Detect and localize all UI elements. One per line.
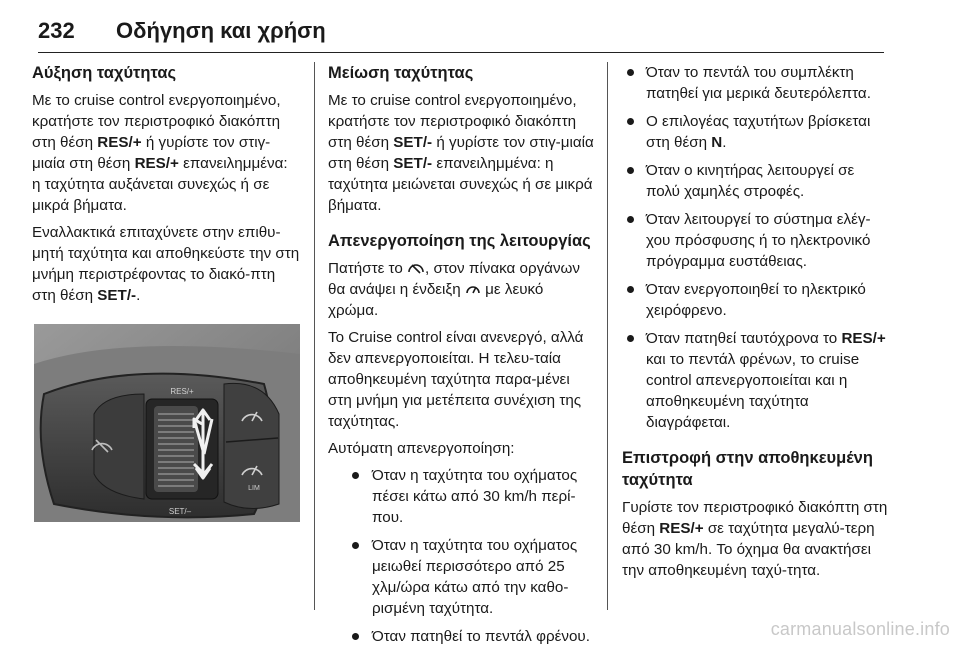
paragraph-auto-deactivate: Αυτόματη απενεργοποίηση: xyxy=(328,440,515,457)
column-divider-1 xyxy=(314,62,315,610)
list-item: Όταν η ταχύτητα του οχήματος πέσει κάτω από 30 km/h περί-που. xyxy=(328,465,594,528)
column-1 xyxy=(32,62,300,528)
column-divider-2 xyxy=(607,62,608,610)
cruise-indicator-icon xyxy=(465,282,481,296)
heading-deactivate: Απενεργοποίηση της λειτουργίας xyxy=(328,232,591,250)
auto-deactivate-list-continued xyxy=(622,62,888,433)
paragraph-deactivate: Πατήστε το , στον πίνακα οργάνων θα ανάψει η ένδειξη με λευκό χρώμα. xyxy=(328,260,581,319)
lim-label: LIM xyxy=(248,485,260,492)
paragraph-return: Γυρίστε τον περιστροφικό διακόπτη στη θέση RES/+ σε ταχύτητα μεγαλύ-τερη από 30 km/h. Το όχημα θα ανακτήσει την αποθηκευμένη ταχύ-τητα. xyxy=(622,499,888,579)
list-item: Όταν ενεργοποιηθεί το ηλεκτρικό χειρόφρενο. xyxy=(622,279,888,321)
column-2 xyxy=(328,62,594,654)
res-label: RES/+ xyxy=(170,387,194,396)
cancel-cruise-icon xyxy=(407,261,425,275)
steering-wheel-controls-figure xyxy=(34,324,300,522)
list-item: Όταν πατηθεί ταυτόχρονα το RES/+ και το πεντάλ φρένων, το cruise control απενεργοποιείται και η αποθηκευμένη ταχύτητα διαγράφεται. xyxy=(622,328,888,433)
auto-deactivate-list xyxy=(328,465,594,647)
heading-increase-speed: Αύξηση ταχύτητας xyxy=(32,64,177,82)
rotary-thumbwheel xyxy=(154,406,198,492)
paragraph-increase-1: Με το cruise control ενεργοποιημένο, κρατήστε τον περιστροφικό διακόπτη στη θέση RES/+ ή γυρίστε τον στιγ-μιαία στη θέση RES/+ επανειλημμένα: η ταχύτητα αυξάνεται συνεχώς ή σε μικρά βήματα. xyxy=(32,92,288,214)
watermark: carmanualsonline.info xyxy=(770,619,950,639)
set-label: SET/– xyxy=(168,507,192,516)
list-item: Όταν ο κινητήρας λειτουργεί σε πολύ χαμηλές στροφές. xyxy=(622,160,888,202)
list-item: Όταν η ταχύτητα του οχήματος μειωθεί περισσότερο από 25 χλμ/ώρα κάτω από την καθο-ρισμένη ταχύτητα. xyxy=(328,535,594,619)
list-item: Ο επιλογέας ταχυτήτων βρίσκεται στη θέση N. xyxy=(622,111,888,153)
list-item: Όταν πατηθεί το πεντάλ φρένου. xyxy=(328,626,594,647)
paragraph-cruise-inactive: Το Cruise control είναι ανενεργό, αλλά δεν απενεργοποιείται. Η τελευ-ταία αποθηκευμένη ταχύτητα παρα-μένει στη μνήμη για μετέπειτα συνέχιση της ταχύτητας. xyxy=(328,329,584,430)
paragraph-increase-2: Εναλλακτικά επιταχύνετε στην επιθυ-μητή ταχύτητα και αποθηκεύστε την στη μνήμη περιστρέφοντας το διακό-πτη στη θέση SET/-. xyxy=(32,224,300,304)
heading-return-stored-speed: Επιστροφή στην αποθηκευμένη ταχύτητα xyxy=(622,449,873,489)
page-number: 232 xyxy=(38,18,75,43)
page-header xyxy=(38,18,884,53)
column-3 xyxy=(622,62,888,587)
page-title: Οδήγηση και χρήση xyxy=(116,18,326,43)
heading-decrease-speed: Μείωση ταχύτητας xyxy=(328,64,474,82)
list-item: Όταν λειτουργεί το σύστημα ελέγ-χου πρόσφυσης ή το ηλεκτρονικό πρόγραμμα ευστάθειας. xyxy=(622,209,888,272)
paragraph-decrease-1: Με το cruise control ενεργοποιημένο, κρατήστε τον περιστροφικό διακόπτη στη θέση SET/- ή γυρίστε τον στιγ-μιαία στη θέση SET/- επανειλημμένα: η ταχύτητα μειώνεται συνεχώς ή σε μικρά βήματα. xyxy=(328,92,594,214)
list-item: Όταν το πεντάλ του συμπλέκτη πατηθεί για μερικά δευτερόλεπτα. xyxy=(622,62,888,104)
